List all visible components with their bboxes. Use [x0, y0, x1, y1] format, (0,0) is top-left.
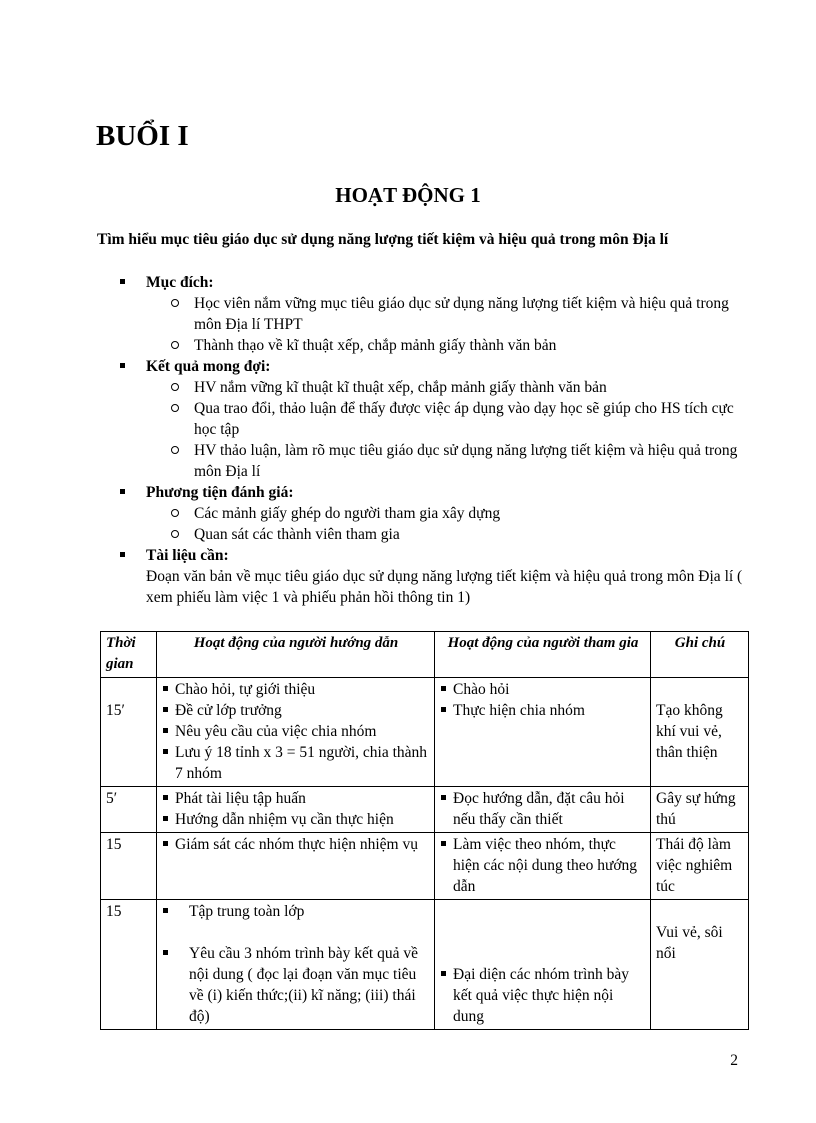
square-bullet-icon: [441, 971, 446, 976]
activity-subtitle: Tìm hiểu mục tiêu giáo dục sử dụng năng lượng tiết kiệm và hiệu quả trong môn Địa lí: [97, 231, 669, 248]
square-bullet-icon: [441, 841, 446, 846]
cell-note: [651, 787, 749, 833]
list-item-text: Đọc hướng dẫn, đặt câu hỏi nếu thấy cần thiết: [453, 790, 625, 828]
square-bullet-icon: [163, 841, 168, 846]
list-item-text: Đề cử lớp trưởng: [175, 702, 282, 719]
list-item: [110, 293, 750, 335]
list-item: [110, 440, 750, 482]
list-item: [162, 721, 430, 742]
square-bullet-icon: [163, 908, 168, 913]
list-item-text: Yêu cầu 3 nhóm trình bày kết quả về nội dung ( đọc lại đoạn văn mục tiêu về (i) kiến thức;(ii) kĩ năng; (iii) thái độ): [189, 945, 418, 1025]
table-row: [101, 900, 749, 1030]
materials-text: Đoạn văn bản về mục tiêu giáo dục sử dụng năng lượng tiết kiệm và hiệu quả trong môn Địa lí ( xem phiếu làm việc 1 và phiếu phản hồi thông tin 1): [146, 568, 743, 606]
list-item: [162, 788, 430, 809]
list-item-text: Thực hiện chia nhóm: [453, 702, 585, 719]
circle-bullet-icon: [171, 383, 179, 391]
cell-time: [101, 678, 157, 787]
section-expected-heading: [110, 356, 750, 377]
cell-guide: [157, 900, 435, 1030]
cell-participant: [435, 900, 651, 1030]
square-bullet-icon: [163, 728, 168, 733]
list-item: [162, 700, 430, 721]
square-bullet-icon: [441, 686, 446, 691]
list-item: [110, 503, 750, 524]
note-text: Vui vẻ, sôi nổi: [656, 924, 723, 962]
section-materials-heading: [110, 545, 750, 566]
square-bullet-icon: [120, 363, 125, 368]
activity-title: HOẠT ĐỘNG 1: [335, 183, 481, 207]
list-item-text: Chào hỏi, tự giới thiệu: [175, 681, 316, 698]
circle-bullet-icon: [171, 509, 179, 517]
list-item: [440, 964, 646, 1027]
cell-participant: [435, 787, 651, 833]
circle-bullet-icon: [171, 404, 179, 412]
table-row: [101, 787, 749, 833]
table-row: [101, 833, 749, 900]
header-note: Ghi chú: [651, 632, 749, 678]
square-bullet-icon: [163, 795, 168, 800]
list-item-text: Tập trung toàn lớp: [189, 903, 305, 920]
list-item-text: Phát tài liệu tập huấn: [175, 790, 306, 807]
list-item-text: Đại diện các nhóm trình bày kết quả việc thực hiện nội dung: [453, 966, 630, 1025]
cell-note: [651, 900, 749, 1030]
cell-participant: [435, 833, 651, 900]
time-value: 5′: [106, 790, 118, 807]
list-item: [110, 377, 750, 398]
cell-time: [101, 833, 157, 900]
section-heading-text: Tài liệu cần:: [146, 547, 229, 564]
square-bullet-icon: [441, 795, 446, 800]
list-item-text: Lưu ý 18 tỉnh x 3 = 51 người, chia thành 7 nhóm: [175, 744, 428, 782]
list-item: [110, 398, 750, 440]
list-item-text: Các mảnh giấy ghép do người tham gia xây dựng: [194, 505, 501, 522]
header-participant: Hoạt động của người tham gia: [435, 632, 651, 678]
cell-guide: [157, 833, 435, 900]
activity-table: [100, 631, 749, 1030]
square-bullet-icon: [441, 707, 446, 712]
session-title: BUỔI I: [96, 120, 189, 152]
time-value: 15′: [106, 702, 125, 719]
cell-note: [651, 833, 749, 900]
list-item: [162, 809, 430, 830]
table-row: [101, 678, 749, 787]
header-guide: Hoạt động của người hướng dẫn: [157, 632, 435, 678]
page-number: 2: [730, 1052, 738, 1069]
circle-bullet-icon: [171, 530, 179, 538]
header-time: Thời gian: [101, 632, 157, 678]
square-bullet-icon: [120, 552, 125, 557]
note-text: Tạo không khí vui vẻ, thân thiện: [656, 702, 723, 761]
note-text: Gây sự hứng thú: [656, 790, 736, 828]
list-item: [440, 700, 646, 721]
objectives-sections: [110, 272, 750, 608]
square-bullet-icon: [163, 686, 168, 691]
list-item: [162, 834, 430, 855]
square-bullet-icon: [163, 707, 168, 712]
list-item-text: Hướng dẫn nhiệm vụ cần thực hiện: [175, 811, 394, 828]
time-value: 15: [106, 903, 122, 920]
cell-guide: [157, 787, 435, 833]
circle-bullet-icon: [171, 299, 179, 307]
list-item-text: HV thảo luận, làm rõ mục tiêu giáo dục sử dụng năng lượng tiết kiệm và hiệu quả trong môn Địa lí: [194, 442, 738, 480]
list-item: [440, 679, 646, 700]
list-item-text: Nêu yêu cầu của việc chia nhóm: [175, 723, 377, 740]
list-item: [162, 679, 430, 700]
cell-note: [651, 678, 749, 787]
section-purpose-heading: [110, 272, 750, 293]
list-item-text: Chào hỏi: [453, 681, 510, 698]
list-item-text: Qua trao đổi, thảo luận để thấy được việc áp dụng vào dạy học sẽ giúp cho HS tích cực học tập: [194, 400, 734, 438]
list-item: [440, 834, 646, 897]
list-item: [162, 742, 430, 784]
square-bullet-icon: [120, 279, 125, 284]
square-bullet-icon: [120, 489, 125, 494]
list-item-text: Giám sát các nhóm thực hiện nhiệm vụ: [175, 836, 418, 853]
list-item-text: Thành thạo về kĩ thuật xếp, chắp mảnh giấy thành văn bản: [194, 337, 557, 354]
list-item: [110, 524, 750, 545]
circle-bullet-icon: [171, 446, 179, 454]
section-heading-text: Phương tiện đánh giá:: [146, 484, 294, 501]
list-item-text: Làm việc theo nhóm, thực hiện các nội dung theo hướng dẫn: [453, 836, 638, 895]
square-bullet-icon: [163, 950, 168, 955]
list-item-text: HV nắm vững kĩ thuật kĩ thuật xếp, chắp mảnh giấy thành văn bản: [194, 379, 607, 396]
cell-time: [101, 787, 157, 833]
section-heading-text: Mục đích:: [146, 274, 214, 291]
square-bullet-icon: [163, 749, 168, 754]
note-text: Thái độ làm việc nghiêm túc: [656, 836, 733, 895]
list-item-text: Học viên nắm vững mục tiêu giáo dục sử dụng năng lượng tiết kiệm và hiệu quả trong môn Địa lí THPT: [194, 295, 729, 333]
list-item: [440, 788, 646, 830]
list-item: [110, 335, 750, 356]
list-item-text: Quan sát các thành viên tham gia: [194, 526, 400, 543]
list-item: [162, 901, 430, 922]
circle-bullet-icon: [171, 341, 179, 349]
cell-guide: [157, 678, 435, 787]
cell-participant: [435, 678, 651, 787]
table-header-row: [101, 632, 749, 678]
time-value: 15: [106, 836, 122, 853]
section-evaluation-heading: [110, 482, 750, 503]
cell-time: [101, 900, 157, 1030]
square-bullet-icon: [163, 816, 168, 821]
section-heading-text: Kết quả mong đợi:: [146, 358, 271, 375]
list-item: [162, 943, 430, 1027]
